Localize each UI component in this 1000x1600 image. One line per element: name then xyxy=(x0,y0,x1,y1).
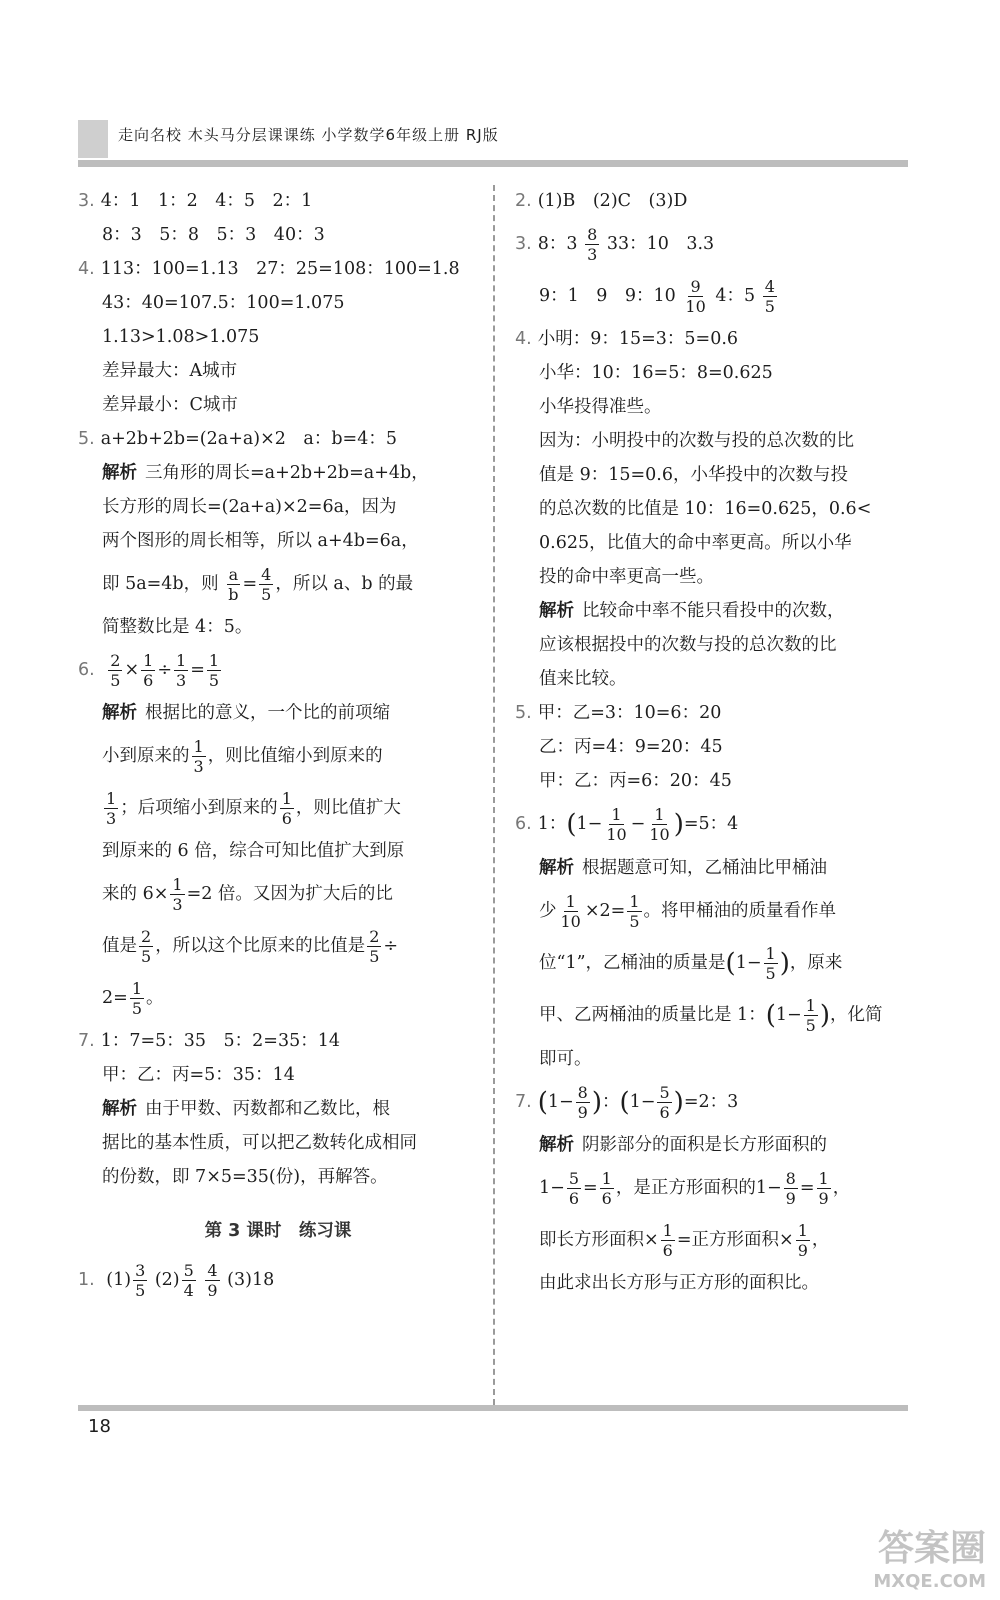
text-line: 由此求出长方形与正方形的面积比。 xyxy=(539,1273,819,1293)
answer-3: 3. 4：1 1：2 4：5 2：1 xyxy=(78,191,313,211)
page-header xyxy=(78,118,908,158)
watermark-logo-text: 答案圈 xyxy=(877,1528,986,1569)
text-line: 两个图形的周长相等，所以 a+4b=6a， xyxy=(102,531,419,551)
fraction: $\frac{3}{5}$ xyxy=(135,1261,146,1300)
section-title: 第 3 课时 练习课 xyxy=(204,1221,352,1241)
text-line: 的份数，即 7×5=35(份)，再解答。 xyxy=(102,1167,388,1187)
fraction: $\frac{1}{9}$ xyxy=(818,1169,829,1208)
text-line: 来的 6× $\frac{1}{3}$ =2 倍。又因为扩大后的比 xyxy=(102,875,393,914)
header-title: 走向名校 木头马分层课课练 小学数学6年级上册 RJ版 xyxy=(118,126,499,144)
fraction: $\frac{1}{3}$ xyxy=(172,875,183,914)
fraction: $\frac{8}{9}$ xyxy=(577,1082,588,1122)
fraction: $\frac{1}{6}$ xyxy=(662,1221,673,1260)
text-line: 少 $\frac{1}{10}$ ×2= $\frac{1}{5}$ 。将甲桶油的质量看作单 xyxy=(539,891,837,931)
text-line: $\frac{1}{3}$ ；后项缩小到原来的 $\frac{1}{6}$ ，则比值扩大 xyxy=(106,789,401,828)
page-number: 18 xyxy=(88,1416,111,1437)
answer-7: 7. (1− $\frac{8}{9}$ )：(1− $\frac{5}{6}$ )=2：3 xyxy=(515,1082,739,1122)
fraction: $\frac{2}{5}$ xyxy=(141,927,152,966)
text-line: 2= $\frac{1}{5}$ 。 xyxy=(102,979,164,1018)
text-line: 简整数比是 4：5。 xyxy=(102,617,253,637)
fraction: $\frac{1}{6}$ xyxy=(601,1169,612,1208)
fraction: $\frac{4}{9}$ xyxy=(207,1261,218,1300)
right-column xyxy=(515,184,910,1300)
answer-5-analysis: 解析 三角形的周长=a+2b+2b=a+4b， xyxy=(102,463,429,483)
fraction: $\frac{8}{3}$ xyxy=(587,225,598,264)
answer-6-analysis: 解析 根据比的意义，一个比的前项缩 xyxy=(102,703,390,723)
fraction: $\frac{1}{5}$ xyxy=(208,651,220,690)
text-line: 小华：10：16=5：8=0.625 xyxy=(539,363,773,383)
answer-4-line3: 1.13>1.08>1.075 xyxy=(102,327,260,347)
text-line: 位“1”，乙桶油的质量是(1− $\frac{1}{5}$ )，原来 xyxy=(539,943,843,983)
text-line: 即长方形面积× $\frac{1}{6}$ =正方形面积× $\frac{1}{9}$ ， xyxy=(539,1221,830,1260)
answer-3: 3. 8：3 $\frac{8}{3}$ 33：10 3.3 xyxy=(515,225,715,264)
fraction: $\frac{a}{b}$ xyxy=(228,565,239,604)
text-line: 的总次数的比值是 10：16=0.625，0.6< xyxy=(539,499,872,519)
fraction: $\frac{1}{3}$ xyxy=(106,789,117,828)
fraction: $\frac{1}{6}$ xyxy=(281,789,292,828)
text-line: 到原来的 6 倍，综合可知比值扩大到原 xyxy=(102,841,405,861)
fraction: $\frac{1}{9}$ xyxy=(797,1221,808,1260)
answer-6: 6. 1：(1− $\frac{1}{10}$ − $\frac{1}{10}$ )=5：4 xyxy=(515,805,739,844)
text-line: 即可。 xyxy=(539,1048,592,1069)
fraction: $\frac{1}{10}$ xyxy=(606,805,627,844)
answer-7-analysis: 解析 阴影部分的面积是长方形面积的 xyxy=(539,1135,827,1155)
fraction: $\frac{1}{3}$ xyxy=(176,651,187,690)
answer-2: 2. (1)B (2)C (3)D xyxy=(515,191,688,211)
text-line: 即 5a=4b，则 $\frac{a}{b}$ = $\frac{4}{5}$ ，所以 a、b 的最 xyxy=(102,565,414,604)
answer-7-analysis: 解析 由于甲数、丙数都和乙数比，根 xyxy=(102,1099,390,1119)
answer-6-analysis: 解析 根据题意可知，乙桶油比甲桶油 xyxy=(539,857,827,878)
text-line: 1− $\frac{5}{6}$ = $\frac{1}{6}$ ，是正方形面积的1− $\frac{8}{9}$ = $\frac{1}{9}$ ， xyxy=(539,1169,851,1208)
answer-4-line2: 43：40=107.5：100=1.075 xyxy=(102,293,345,313)
fraction: $\frac{5}{6}$ xyxy=(659,1082,670,1122)
practice-answer-1: 1. (1) $\frac{3}{5}$ (2) $\frac{5}{4}$ $\frac{4}{9}$ (3)18 xyxy=(78,1261,275,1300)
text-line: 甲：乙：丙=6：20：45 xyxy=(539,771,732,791)
site-watermark xyxy=(873,1520,986,1592)
answer-4: 4. 小明：9：15=3：5=0.6 xyxy=(515,329,739,349)
fraction: $\frac{5}{6}$ xyxy=(568,1169,579,1208)
left-column xyxy=(78,184,478,1306)
text-line: 0.625，比值大的命中率更高。所以小华 xyxy=(539,533,852,553)
fraction: $\frac{1}{6}$ xyxy=(143,651,154,690)
fraction: $\frac{4}{5}$ xyxy=(764,277,775,316)
answer-4: 4. 113：100=1.13 27：25=108：100=1.8 xyxy=(78,259,460,279)
fraction: $\frac{9}{10}$ xyxy=(685,277,706,316)
text-line: 小华投得准些。 xyxy=(539,397,662,417)
column-divider xyxy=(493,185,495,1405)
text-line: 投的命中率更高一些。 xyxy=(539,567,714,587)
text-line: 值是 $\frac{2}{5}$ ，所以这个比原来的比值是 $\frac{2}{5}$ ÷ xyxy=(102,927,399,966)
fraction: $\frac{1}{5}$ xyxy=(629,891,640,931)
answer-3-line2: 8：3 5：8 5：3 40：3 xyxy=(102,225,325,245)
text-line: 长方形的周长=(2a+a)×2=6a，因为 xyxy=(102,497,397,517)
footer-rule xyxy=(78,1405,908,1411)
header-rule xyxy=(78,160,908,167)
fraction: $\frac{4}{5}$ xyxy=(261,565,272,604)
answer-4-analysis: 解析 比较命中率不能只看投中的次数， xyxy=(539,601,845,621)
fraction: $\frac{1}{10}$ xyxy=(649,805,670,844)
text-line: 甲、乙两桶油的质量比是 1：(1− $\frac{1}{5}$ )，化简 xyxy=(539,996,883,1035)
answer-7: 7. 1：7=5：35 5：2=35：14 xyxy=(78,1031,341,1051)
answer-5: 5. a+2b+2b=(2a+a)×2 a：b=4：5 xyxy=(78,429,397,449)
answer-7-line2: 甲：乙：丙=5：35：14 xyxy=(102,1065,295,1085)
fraction: $\frac{8}{9}$ xyxy=(785,1169,796,1208)
answer-3-line2: 9：1 9 9：10 $\frac{9}{10}$ 4：5 $\frac{4}{5}$ xyxy=(539,277,775,316)
text-line: 应该根据投中的次数与投的总次数的比 xyxy=(539,635,837,655)
text-line: 值来比较。 xyxy=(539,669,627,689)
answer-4-line5: 差异最小：C城市 xyxy=(102,395,238,415)
fraction: $\frac{2}{5}$ xyxy=(369,927,380,966)
answer-4-line4: 差异最大：A城市 xyxy=(102,361,238,381)
text-line: 因为：小明投中的次数与投的总次数的比 xyxy=(539,431,854,451)
fraction: $\frac{1}{10}$ xyxy=(560,891,581,931)
text-line: 值是 9：15=0.6，小华投中的次数与投 xyxy=(539,465,848,485)
answer-5: 5. 甲：乙=3：10=6：20 xyxy=(515,703,722,723)
fraction: $\frac{1}{3}$ xyxy=(193,737,204,776)
fraction: $\frac{5}{4}$ xyxy=(183,1261,194,1300)
text-line: 乙：丙=4：9=20：45 xyxy=(539,737,723,757)
fraction: $\frac{1}{5}$ xyxy=(805,996,816,1035)
watermark-url: MXQE.COM xyxy=(873,1571,986,1592)
text-line: 据比的基本性质，可以把乙数转化成相同 xyxy=(102,1133,417,1153)
text-line: 小到原来的 $\frac{1}{3}$ ，则比值缩小到原来的 xyxy=(102,737,383,776)
header-decoration xyxy=(78,120,108,158)
fraction: $\frac{2}{5}$ xyxy=(110,651,121,690)
fraction: $\frac{1}{5}$ xyxy=(765,943,776,983)
fraction: $\frac{1}{5}$ xyxy=(131,979,142,1018)
answer-6: 6. $\frac{2}{5}$ × $\frac{1}{6}$ ÷ $\frac{1}{3}$ = $\frac{1}{5}$ xyxy=(78,651,220,690)
